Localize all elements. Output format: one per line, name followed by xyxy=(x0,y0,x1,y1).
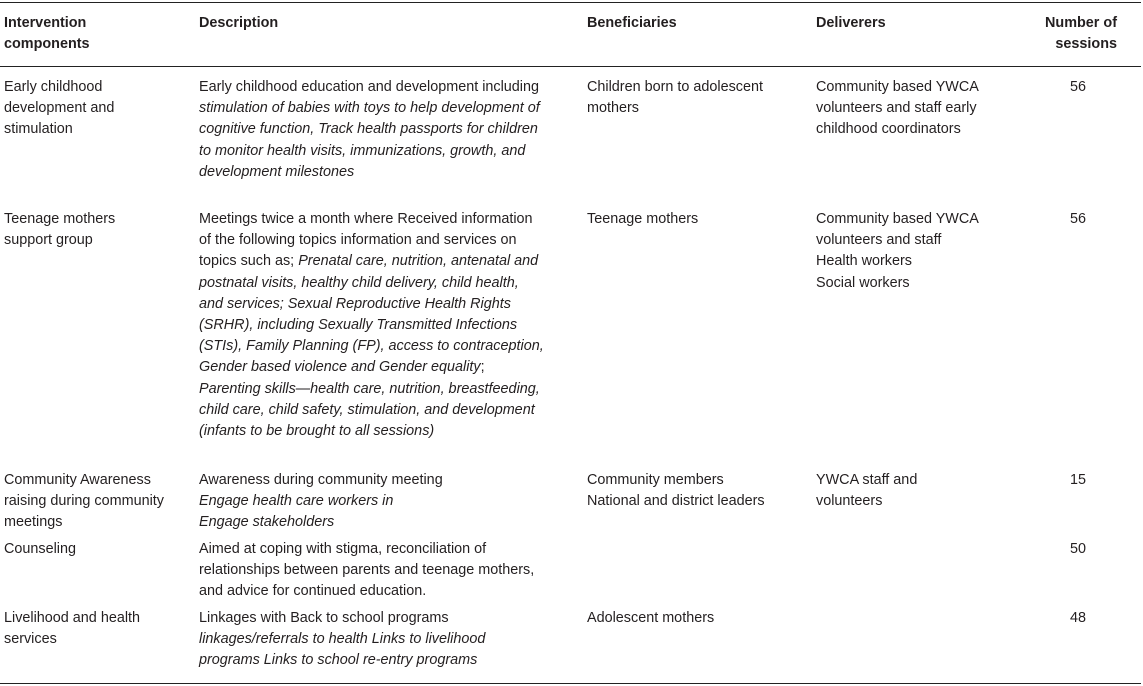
row-2-deliverer-2: Health workers xyxy=(816,253,912,270)
row-3-description-italic-2: Engage stakeholders xyxy=(199,514,335,531)
table-row-5-description xyxy=(199,608,544,672)
header-description: Description xyxy=(199,15,279,31)
table-row-1-deliverers: Community based YWCA volunteers and staff early childhood coordinators xyxy=(816,79,979,138)
row-2-deliverer-1: Community based YWCA volunteers and staff xyxy=(816,211,979,249)
table-row-4-component: Counseling xyxy=(4,541,77,557)
table-row-2-beneficiaries: Teenage mothers xyxy=(587,211,699,227)
row-5-description-plain: Linkages with Back to school programs xyxy=(199,610,449,626)
table-row-5-sessions: 48 xyxy=(1069,610,1086,626)
table-top-rule xyxy=(0,2,1141,3)
row-2-description-italic: Prenatal care, nutrition, antenatal and postnatal visits, healthy child delivery, child health, and services; Sexual Reproductive Health Rights (SRHR), including Sexually Transmitted Infections (STIs), Family Planning (FP), access to contraception, Gender based violence and Gender equality xyxy=(199,253,544,376)
table-row-2-description xyxy=(199,209,544,442)
table-row-1-sessions: 56 xyxy=(1069,79,1086,95)
row-1-description-italic: stimulation of babies with toys to help development of cognitive function, Track health passports for children to monitor health visits, immunizations, growth, and development milestones xyxy=(199,100,540,180)
row-2-deliverer-3: Social workers xyxy=(816,274,910,291)
table-row-3-description xyxy=(199,470,544,534)
header-sessions: Number of sessions xyxy=(1045,15,1117,52)
table-row-1-beneficiaries: Children born to adolescent mothers xyxy=(587,79,763,117)
row-1-description-plain: Early childhood education and development including xyxy=(199,79,540,95)
row-5-description-italic: linkages/referrals to health Links to livelihood programs Links to school re-entry programs xyxy=(199,631,486,669)
table-row-3-component: Community Awareness raising during community meetings xyxy=(4,472,164,531)
table-row-2-sessions: 56 xyxy=(1069,211,1086,227)
table-row-2-component: Teenage mothers support group xyxy=(4,211,116,249)
table-row-5-component: Livelihood and health services xyxy=(4,610,141,648)
table-row-4-sessions: 50 xyxy=(1069,541,1086,557)
table-row-3-beneficiaries xyxy=(587,470,807,512)
row-3-beneficiary-2: National and district leaders xyxy=(587,493,765,510)
table-row-3-deliverers: YWCA staff and volunteers xyxy=(816,472,918,510)
table-row-3-sessions: 15 xyxy=(1069,472,1086,488)
header-beneficiaries: Beneficiaries xyxy=(587,15,677,31)
row-2-description-plain-2: ; xyxy=(480,359,485,376)
table-header-rule xyxy=(0,66,1141,67)
table-row-1-component: Early childhood development and stimulation xyxy=(4,79,115,138)
row-3-description-plain: Awareness during community meeting xyxy=(199,472,443,488)
row-2-description-italic-2: Parenting skills—health care, nutrition, breastfeeding, child care, child safety, stimulation, and development (infants to be brought to all sessions) xyxy=(199,380,540,440)
table-row-5-beneficiaries: Adolescent mothers xyxy=(587,610,715,626)
row-3-beneficiary-1: Community members xyxy=(587,472,724,488)
row-2-description-plain: Meetings twice a month where Received information of the following topics information and services on topics such as; xyxy=(199,211,533,270)
table-row-2-deliverers xyxy=(816,209,981,294)
row-3-description-italic: Engage health care workers in xyxy=(199,493,394,510)
table-row-1-description xyxy=(199,77,544,183)
table-bottom-rule xyxy=(0,683,1141,684)
header-deliverers: Deliverers xyxy=(816,15,886,31)
table-row-4-description: Aimed at coping with stigma, reconciliation of relationships between parents and teenage mothers, and advice for continued education. xyxy=(199,541,535,600)
header-intervention: Intervention components xyxy=(4,15,90,52)
